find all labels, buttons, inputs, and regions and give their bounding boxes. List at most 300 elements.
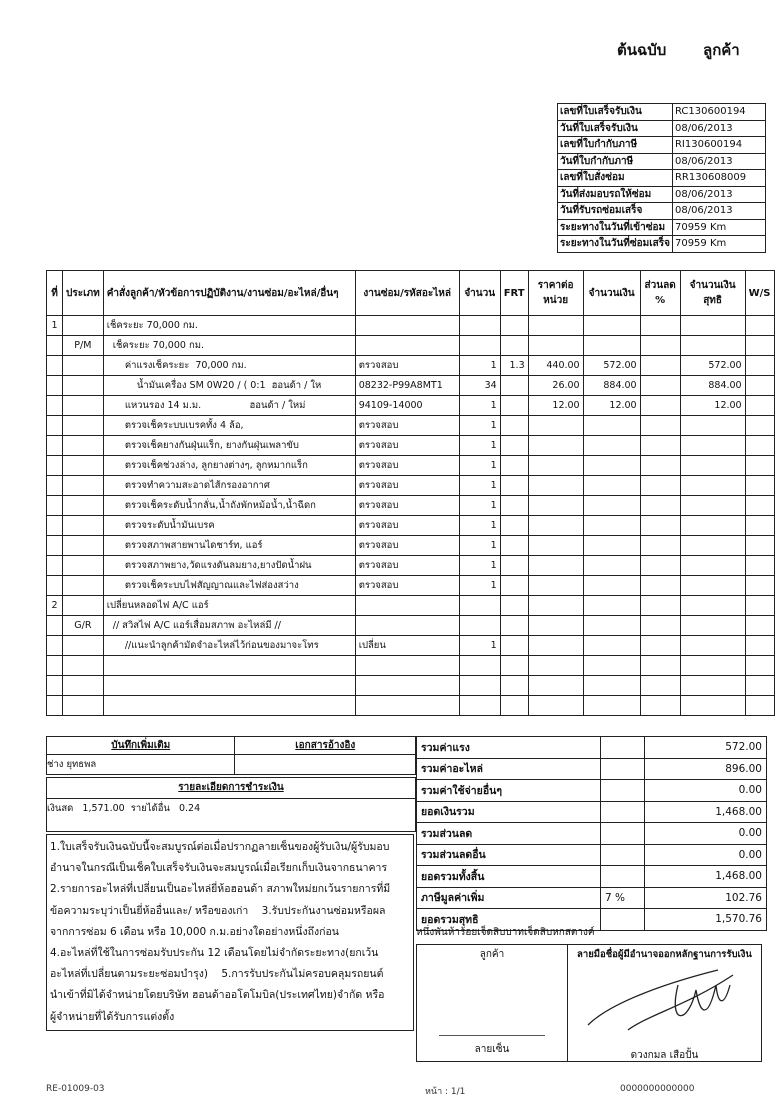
row-description: แหวนรอง 14 ม.ม. ฮอนด้า / ใหม่ — [103, 396, 355, 416]
info-row — [558, 203, 766, 220]
row-amount: 884.00 — [583, 376, 640, 396]
row-qty: 34 — [459, 376, 500, 396]
terms-line: อะไหล่ที่เปลี่ยนตามระยะซ่อมบำรุง) 5.การรับประกันไม่ครอบคลุมรถยนต์ — [50, 968, 384, 981]
row-type — [63, 576, 104, 596]
info-row — [558, 120, 766, 137]
row-code: 94109-14000 — [355, 396, 459, 416]
info-label: เลขที่ใบสั่งซ่อม — [558, 170, 673, 187]
row-no — [47, 456, 63, 476]
row-discount — [640, 356, 680, 376]
row-discount — [640, 596, 680, 616]
info-row — [558, 137, 766, 154]
row-net — [680, 636, 745, 656]
row-type — [63, 436, 104, 456]
row-type — [63, 456, 104, 476]
row-net — [680, 516, 745, 536]
col-header-code: งานซ่อม/รหัสอะไหล่ — [355, 271, 459, 316]
info-label: วันที่รับรถซ่อมเสร็จ — [558, 203, 673, 220]
table-row — [47, 336, 775, 356]
row-amount — [583, 436, 640, 456]
row-net — [680, 596, 745, 616]
row-no — [47, 336, 63, 356]
totals-rate — [601, 823, 645, 845]
row-code: ตรวจสอบ — [355, 536, 459, 556]
row-ws — [745, 576, 774, 596]
row-no — [47, 556, 63, 576]
row-discount — [640, 636, 680, 656]
row-net — [680, 536, 745, 556]
row-code: ตรวจสอบ — [355, 476, 459, 496]
row-code: ตรวจสอบ — [355, 436, 459, 456]
table-row — [47, 456, 775, 476]
row-discount — [640, 416, 680, 436]
row-qty: 1 — [459, 436, 500, 456]
terms-line: ข้อความระบุว่าเป็นยี่ห้ออื่นและ/ หรือของเก่า 3.รับประกันงานซ่อมหรือผล — [50, 904, 386, 917]
totals-label: รวมค่าอะไหล่ — [417, 758, 601, 780]
row-type — [63, 696, 104, 716]
row-unit-price — [528, 336, 583, 356]
row-type — [63, 556, 104, 576]
table-row — [47, 696, 775, 716]
info-label: เลขที่ใบกำกับภาษี — [558, 137, 673, 154]
row-ws — [745, 536, 774, 556]
row-net — [680, 336, 745, 356]
row-frt — [500, 596, 528, 616]
row-frt — [500, 336, 528, 356]
totals-label: ยอดรวมทั้งสิ้น — [417, 866, 601, 888]
row-net — [680, 696, 745, 716]
row-no — [47, 696, 63, 716]
row-unit-price — [528, 556, 583, 576]
row-qty: 1 — [459, 636, 500, 656]
row-ws — [745, 496, 774, 516]
row-description: ตรวจสภาพยาง,วัดแรงดันลมยาง,ยางปัดน้ำฝน — [103, 556, 355, 576]
row-description: ค่าแรงเช็คระยะ 70,000 กม. — [103, 356, 355, 376]
table-row — [47, 436, 775, 456]
row-qty: 1 — [459, 476, 500, 496]
row-no — [47, 396, 63, 416]
table-row — [47, 656, 775, 676]
amount-in-words: หนึ่งพันห้าร้อยเจ็ดสิบบาทเจ็ดสิบหกสตางค์ — [416, 927, 595, 938]
col-header-description: คำสั่งลูกค้า/หัวข้อการปฏิบัติงาน/งานซ่อม/อะไหล่/อื่นๆ — [103, 271, 355, 316]
row-net — [680, 476, 745, 496]
row-qty — [459, 596, 500, 616]
row-type — [63, 656, 104, 676]
row-qty — [459, 676, 500, 696]
row-unit-price — [528, 536, 583, 556]
row-discount — [640, 556, 680, 576]
totals-rate — [601, 737, 645, 759]
totals-rate — [601, 801, 645, 823]
row-unit-price — [528, 656, 583, 676]
info-label: เลขที่ใบเสร็จรับเงิน — [558, 104, 673, 121]
row-no: 1 — [47, 316, 63, 336]
row-no — [47, 576, 63, 596]
info-label: วันที่ใบเสร็จรับเงิน — [558, 120, 673, 137]
row-type — [63, 316, 104, 336]
row-unit-price — [528, 316, 583, 336]
page-number: หน้า : 1/1 — [425, 1087, 466, 1097]
row-description: ตรวจทำความสะอาดไส้กรองอากาศ — [103, 476, 355, 496]
row-net — [680, 656, 745, 676]
info-value: 08/06/2013 — [672, 203, 765, 220]
row-unit-price — [528, 476, 583, 496]
row-frt — [500, 456, 528, 476]
row-code: ตรวจสอบ — [355, 496, 459, 516]
info-value: 08/06/2013 — [672, 120, 765, 137]
payment-detail: เงินสด 1,571.00 รายได้อื่น 0.24 — [46, 799, 416, 832]
col-header-amount: จำนวนเงิน — [583, 271, 640, 316]
info-label: วันที่ใบกำกับภาษี — [558, 153, 673, 170]
row-net — [680, 616, 745, 636]
row-amount — [583, 336, 640, 356]
row-amount — [583, 656, 640, 676]
row-type — [63, 636, 104, 656]
row-no — [47, 516, 63, 536]
info-value: 70959 Km — [672, 219, 765, 236]
row-no — [47, 676, 63, 696]
row-type — [63, 536, 104, 556]
row-description: ตรวจเช็คระบบไฟสัญญาณและไฟส่องสว่าง — [103, 576, 355, 596]
row-description: ตรวจสภาพสายพานไดชาร์ท, แอร์ — [103, 536, 355, 556]
row-ws — [745, 456, 774, 476]
totals-row — [417, 887, 767, 909]
totals-value: 1,468.00 — [645, 866, 767, 888]
row-description: เช็คระยะ 70,000 กม. — [103, 336, 355, 356]
totals-row — [417, 737, 767, 759]
handwritten-signature — [568, 945, 761, 1061]
totals-row — [417, 801, 767, 823]
row-qty — [459, 336, 500, 356]
row-discount — [640, 436, 680, 456]
terms-line: อำนาจในกรณีเป็นเช็คใบเสร็จรับเงินจะสมบูรณ์เมื่อเรียกเก็บเงินจากธนาคาร — [50, 862, 388, 875]
row-net — [680, 576, 745, 596]
row-amount — [583, 616, 640, 636]
row-frt — [500, 696, 528, 716]
row-unit-price — [528, 496, 583, 516]
table-row — [47, 596, 775, 616]
row-type — [63, 376, 104, 396]
row-no: 2 — [47, 596, 63, 616]
row-unit-price — [528, 456, 583, 476]
row-discount — [640, 516, 680, 536]
row-amount — [583, 556, 640, 576]
row-amount — [583, 416, 640, 436]
info-value: 70959 Km — [672, 236, 765, 253]
row-code: 08232-P99A8MT1 — [355, 376, 459, 396]
row-type: G/R — [63, 616, 104, 636]
customer-signature-box — [417, 945, 568, 1061]
row-qty: 1 — [459, 396, 500, 416]
row-amount — [583, 476, 640, 496]
row-net: 12.00 — [680, 396, 745, 416]
table-row — [47, 396, 775, 416]
row-ws — [745, 336, 774, 356]
row-frt — [500, 316, 528, 336]
row-no — [47, 496, 63, 516]
service-items-table — [46, 270, 775, 716]
col-header-unit-price: ราคาต่อหน่วย — [528, 271, 583, 316]
row-net: 572.00 — [680, 356, 745, 376]
row-no — [47, 616, 63, 636]
row-unit-price: 12.00 — [528, 396, 583, 416]
row-qty: 1 — [459, 576, 500, 596]
row-frt — [500, 416, 528, 436]
row-frt — [500, 536, 528, 556]
row-ws — [745, 556, 774, 576]
row-net — [680, 456, 745, 476]
row-discount — [640, 336, 680, 356]
row-amount — [583, 676, 640, 696]
row-net — [680, 436, 745, 456]
row-no — [47, 416, 63, 436]
row-code — [355, 596, 459, 616]
document-info-table — [557, 103, 766, 253]
row-frt — [500, 636, 528, 656]
row-net — [680, 416, 745, 436]
row-discount — [640, 676, 680, 696]
row-no — [47, 536, 63, 556]
row-unit-price: 440.00 — [528, 356, 583, 376]
table-header-row — [47, 271, 775, 316]
row-code — [355, 336, 459, 356]
row-qty — [459, 696, 500, 716]
document-reference: 0000000000000 — [620, 1084, 695, 1094]
row-amount: 12.00 — [583, 396, 640, 416]
terms-line: 4.อะไหล่ที่ใช้ในการซ่อมรับประกัน 12 เดือนโดยไม่จำกัดระยะทาง(ยกเว้น — [50, 947, 379, 960]
totals-label: รวมส่วนลดอื่น — [417, 844, 601, 866]
row-code — [355, 316, 459, 336]
row-frt — [500, 436, 528, 456]
technician-name: ช่าง ยุทธพล — [47, 755, 235, 775]
row-no — [47, 356, 63, 376]
row-description — [103, 676, 355, 696]
row-discount — [640, 396, 680, 416]
row-amount — [583, 456, 640, 476]
row-description — [103, 696, 355, 716]
notes-header-row — [46, 736, 416, 755]
reference-title: เอกสารอ้างอิง — [235, 737, 416, 755]
totals-row — [417, 823, 767, 845]
info-row — [558, 170, 766, 187]
table-row — [47, 496, 775, 516]
row-ws — [745, 656, 774, 676]
terms-line: นำเข้าที่มิได้จำหน่ายโดยบริษัท ฮอนด้าออโตโมบิล(ประเทศไทย)จำกัด หรือ — [50, 989, 385, 1002]
totals-row — [417, 780, 767, 802]
row-ws — [745, 416, 774, 436]
row-ws — [745, 676, 774, 696]
row-type — [63, 596, 104, 616]
row-frt — [500, 676, 528, 696]
info-row — [558, 219, 766, 236]
row-unit-price — [528, 436, 583, 456]
info-row — [558, 236, 766, 253]
col-header-discount: ส่วนลด % — [640, 271, 680, 316]
row-code — [355, 656, 459, 676]
row-amount — [583, 636, 640, 656]
totals-label: ภาษีมูลค่าเพิ่ม — [417, 887, 601, 909]
row-frt: 1.3 — [500, 356, 528, 376]
totals-rate — [601, 780, 645, 802]
totals-row — [417, 866, 767, 888]
row-code: ตรวจสอบ — [355, 356, 459, 376]
row-no — [47, 476, 63, 496]
totals-row — [417, 758, 767, 780]
notes-title: บันทึกเพิ่มเติม — [47, 737, 235, 755]
authorized-signature-box — [568, 945, 761, 1061]
totals-rate: 7 % — [601, 887, 645, 909]
col-header-type: ประเภท — [63, 271, 104, 316]
reference-value — [235, 755, 416, 775]
row-code: ตรวจสอบ — [355, 516, 459, 536]
row-discount — [640, 536, 680, 556]
row-ws — [745, 376, 774, 396]
signer-name: ดวงกมล เสือปั้น — [630, 1050, 699, 1061]
row-frt — [500, 616, 528, 636]
row-discount — [640, 656, 680, 676]
terms-line: 2.รายการอะไหล่ที่เปลี่ยนเป็นอะไหล่ยี่ห้อฮอนด้า สภาพใหม่ยกเว้นรายการที่มี — [50, 883, 391, 896]
table-row — [47, 616, 775, 636]
form-code: RE-01009-03 — [46, 1084, 105, 1094]
row-code: ตรวจสอบ — [355, 576, 459, 596]
totals-label: ยอดเงินรวม — [417, 801, 601, 823]
customer-sign-line — [439, 1035, 545, 1036]
info-value: 08/06/2013 — [672, 186, 765, 203]
table-row — [47, 416, 775, 436]
terms-line: ผู้จำหน่ายที่ได้รับการแต่งตั้ง — [50, 1010, 175, 1023]
row-description: เช็คระยะ 70,000 กม. — [103, 316, 355, 336]
info-label: ระยะทางในวันที่เข้าซ่อม — [558, 219, 673, 236]
row-unit-price — [528, 636, 583, 656]
info-value: 08/06/2013 — [672, 153, 765, 170]
customer-label: ลูกค้า — [703, 41, 740, 59]
row-amount — [583, 536, 640, 556]
row-ws — [745, 596, 774, 616]
table-row — [47, 476, 775, 496]
row-discount — [640, 576, 680, 596]
totals-value: 0.00 — [645, 823, 767, 845]
row-discount — [640, 476, 680, 496]
totals-label: ยอดรวมสุทธิ — [417, 909, 601, 931]
col-header-no: ที่ — [47, 271, 63, 316]
row-net — [680, 316, 745, 336]
row-qty: 1 — [459, 536, 500, 556]
row-net — [680, 676, 745, 696]
row-no — [47, 656, 63, 676]
totals-rate — [601, 844, 645, 866]
notes-section — [46, 736, 416, 832]
row-ws — [745, 636, 774, 656]
row-discount — [640, 456, 680, 476]
notes-body-row — [46, 755, 416, 775]
row-discount — [640, 696, 680, 716]
row-unit-price — [528, 696, 583, 716]
info-label: วันที่ส่งมอบรถให้ซ่อม — [558, 186, 673, 203]
table-row — [47, 316, 775, 336]
row-type: P/M — [63, 336, 104, 356]
row-ws — [745, 696, 774, 716]
col-header-qty: จำนวน — [459, 271, 500, 316]
row-discount — [640, 616, 680, 636]
totals-value: 102.76 — [645, 887, 767, 909]
table-row — [47, 356, 775, 376]
table-row — [47, 376, 775, 396]
row-unit-price — [528, 576, 583, 596]
row-code: เปลี่ยน — [355, 636, 459, 656]
row-ws — [745, 396, 774, 416]
row-type — [63, 516, 104, 536]
row-type — [63, 396, 104, 416]
row-frt — [500, 656, 528, 676]
row-amount — [583, 696, 640, 716]
row-frt — [500, 496, 528, 516]
row-net — [680, 556, 745, 576]
totals-label: รวมค่าแรง — [417, 737, 601, 759]
terms-conditions — [46, 834, 414, 1031]
row-ws — [745, 476, 774, 496]
row-ws — [745, 516, 774, 536]
info-row — [558, 104, 766, 121]
row-code: ตรวจสอบ — [355, 556, 459, 576]
row-unit-price: 26.00 — [528, 376, 583, 396]
row-no — [47, 436, 63, 456]
row-amount — [583, 516, 640, 536]
customer-sign-caption: ลายเซ็น — [474, 1044, 510, 1055]
row-code — [355, 696, 459, 716]
row-description: //แนะนำลูกค้ามัดจำอะไหล่ไว้ก่อนของมาจะโทร — [103, 636, 355, 656]
row-net — [680, 496, 745, 516]
row-frt — [500, 376, 528, 396]
row-frt — [500, 516, 528, 536]
row-ws — [745, 616, 774, 636]
row-discount — [640, 316, 680, 336]
row-amount — [583, 496, 640, 516]
signature-section — [416, 944, 762, 1062]
totals-value: 572.00 — [645, 737, 767, 759]
row-code — [355, 616, 459, 636]
row-type — [63, 476, 104, 496]
row-frt — [500, 556, 528, 576]
row-qty: 1 — [459, 416, 500, 436]
totals-table — [416, 736, 767, 931]
totals-value: 0.00 — [645, 780, 767, 802]
row-qty — [459, 316, 500, 336]
row-description: น้ำมันเครื่อง SM 0W20 / ( 0:1 ฮอนด้า / ให — [103, 376, 355, 396]
row-ws — [745, 316, 774, 336]
row-qty: 1 — [459, 496, 500, 516]
row-type — [63, 676, 104, 696]
row-frt — [500, 576, 528, 596]
terms-line: จากการซ่อม 6 เดือน หรือ 10,000 ก.ม.อย่างใดอย่างหนึ่งถึงก่อน — [50, 925, 339, 938]
totals-row — [417, 844, 767, 866]
totals-rate — [601, 866, 645, 888]
totals-label: รวมค่าใช้จ่ายอื่นๆ — [417, 780, 601, 802]
row-type — [63, 356, 104, 376]
totals-rate — [601, 909, 645, 931]
row-frt — [500, 396, 528, 416]
row-qty: 1 — [459, 556, 500, 576]
row-unit-price — [528, 596, 583, 616]
table-row — [47, 536, 775, 556]
totals-rate — [601, 758, 645, 780]
row-description: ตรวจเช็คระบบเบรคทั้ง 4 ล้อ, — [103, 416, 355, 436]
col-header-net: จำนวนเงินสุทธิ — [680, 271, 745, 316]
info-row — [558, 186, 766, 203]
row-no — [47, 636, 63, 656]
col-header-ws: W/S — [745, 271, 774, 316]
original-label: ต้นฉบับ — [617, 41, 667, 59]
payment-title: รายละเอียดการชำระเงิน — [46, 777, 416, 799]
